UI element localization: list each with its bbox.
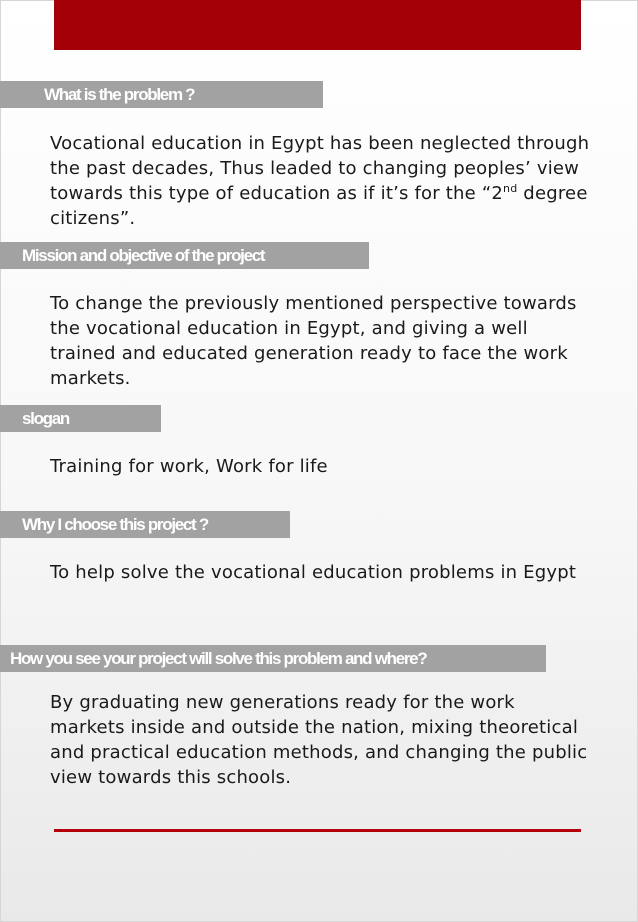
top-red-banner	[54, 0, 581, 50]
problem-ordinal-suffix: nd	[503, 182, 518, 195]
heading-what-is-the-problem: What is the problem ?	[0, 81, 323, 108]
heading-mission-and-objective: Mission and objective of the project	[0, 242, 369, 269]
problem-text-end: degree citizens”.	[50, 183, 588, 229]
how-paragraph: By graduating new generations ready for the work markets inside and outside the nation, mixing theoretical and practical education methods, and changing the public view towards this schools.	[50, 692, 588, 788]
slogan-text: Training for work, Work for life	[50, 456, 328, 477]
why-paragraph: To help solve the vocational education problems in Egypt	[50, 562, 577, 583]
heading-why-i-choose-this-project: Why I choose this project ?	[0, 511, 290, 538]
bottom-red-rule	[54, 829, 581, 832]
heading-slogan: slogan	[0, 405, 161, 432]
problem-paragraph	[50, 131, 590, 231]
problem-text: Vocational education in Egypt has been neglected through the past decades, Thus leaded to changing peoples’ view towards this type of education as if it’s for the “2	[50, 133, 590, 204]
mission-paragraph: To change the previously mentioned perspective towards the vocational education in Egypt, and giving a well trained and educated generation ready to face the work markets.	[50, 293, 577, 389]
heading-how-you-see-your-project: How you see your project will solve this problem and where?	[0, 645, 546, 672]
